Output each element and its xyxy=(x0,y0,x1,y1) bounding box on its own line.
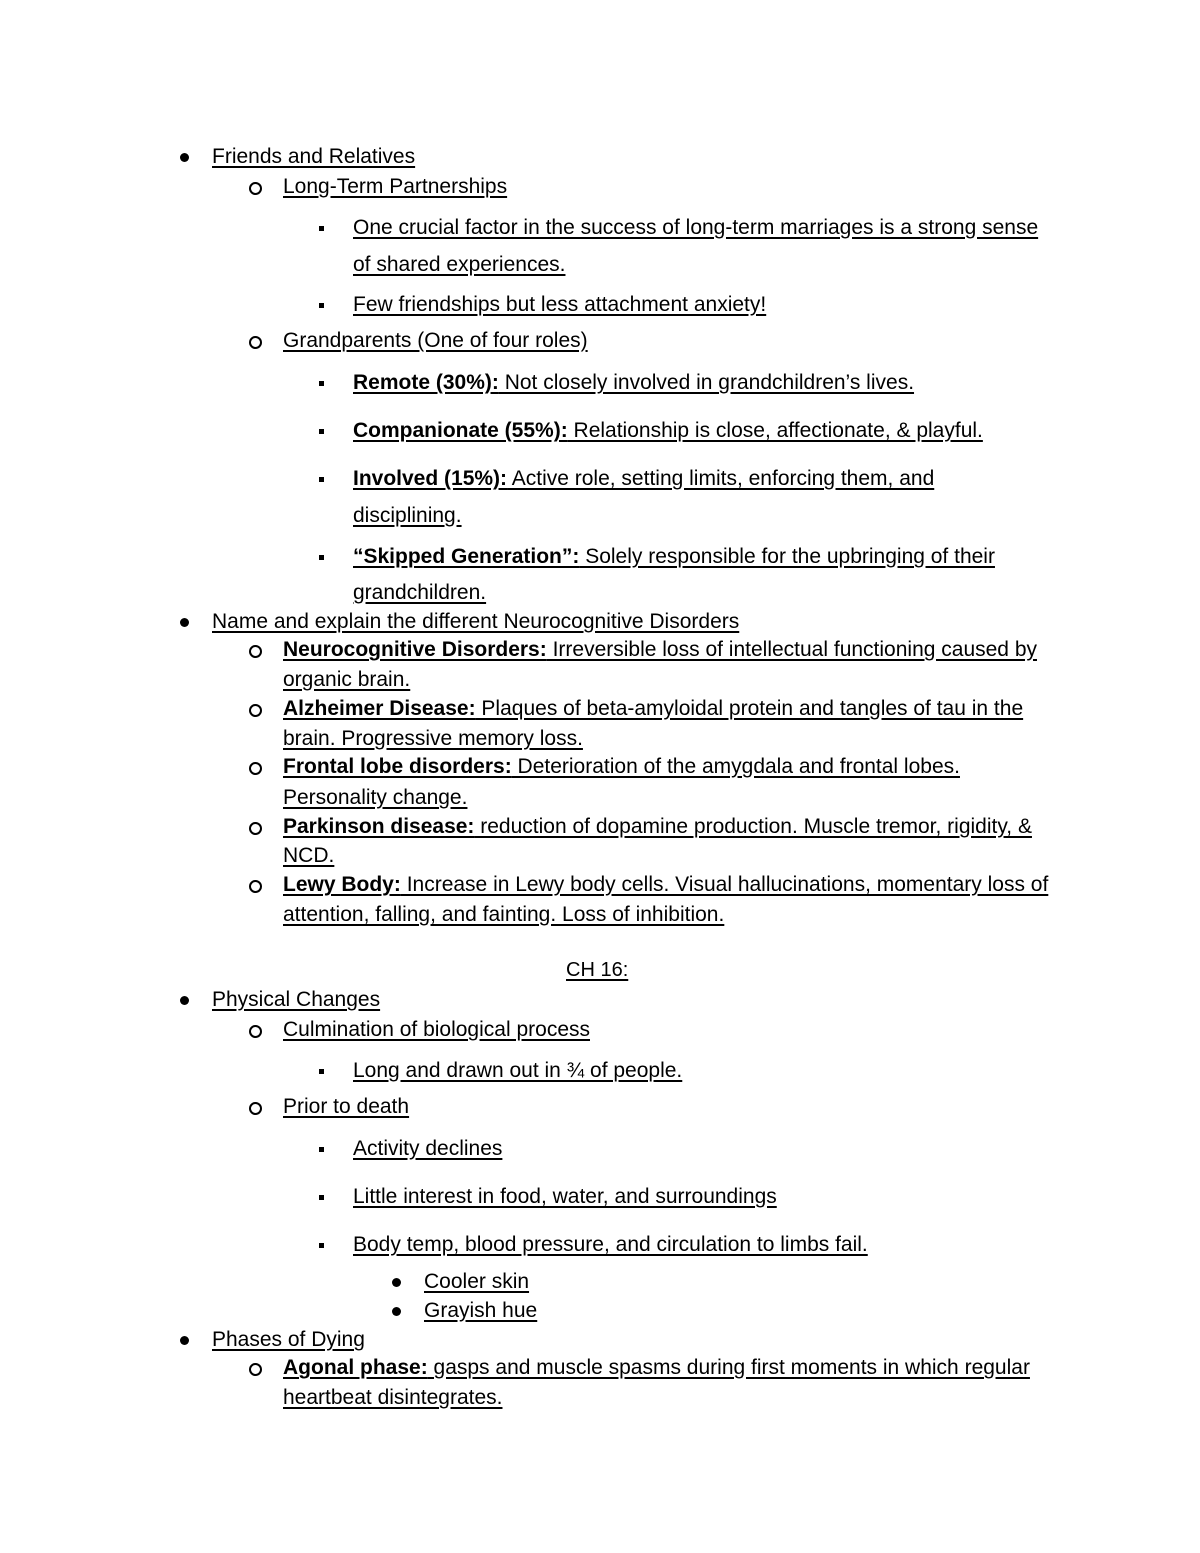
item-text: brain. Progressive memory loss. xyxy=(283,727,583,750)
item-text: Personality change. xyxy=(283,786,468,809)
term-label: Remote (30%): xyxy=(353,371,499,394)
chapter-heading: CH 16: xyxy=(566,959,629,981)
item-text: grandchildren. xyxy=(353,581,487,604)
item-text: Solely responsible for the upbringing of their xyxy=(579,545,995,568)
term-label: Neurocognitive Disorders: xyxy=(283,638,547,661)
hollow-circle-bullet-icon xyxy=(249,704,262,717)
item-text: Long and drawn out in ¾ of people. xyxy=(353,1059,683,1082)
filled-circle-bullet-icon xyxy=(180,618,189,627)
item-text: Grandparents (One of four roles) xyxy=(283,329,588,352)
item-text: Physical Changes xyxy=(212,988,381,1011)
item-text: Few friendships but less attachment anxiety! xyxy=(353,293,767,316)
hollow-circle-bullet-icon xyxy=(249,645,262,658)
list-item xyxy=(353,466,934,492)
list-item xyxy=(283,1355,1030,1381)
list-item xyxy=(283,902,724,928)
filled-circle-bullet-icon xyxy=(392,1307,401,1316)
item-text: Prior to death xyxy=(283,1095,410,1118)
list-item xyxy=(283,1385,502,1411)
list-item xyxy=(353,503,462,529)
hollow-circle-bullet-icon xyxy=(249,336,262,349)
item-text: Culmination of biological process xyxy=(283,1018,590,1041)
square-bullet-icon xyxy=(319,303,324,308)
list-item xyxy=(212,1327,365,1353)
item-text: Active role, setting limits, enforcing them, and xyxy=(507,467,935,490)
item-text: Plaques of beta-amyloidal protein and tangles of tau in the xyxy=(475,697,1024,720)
square-bullet-icon xyxy=(319,555,324,560)
list-item xyxy=(353,580,486,606)
square-bullet-icon xyxy=(319,381,324,386)
filled-circle-bullet-icon xyxy=(180,1336,189,1345)
square-bullet-icon xyxy=(319,1069,324,1074)
item-text: Friends and Relatives xyxy=(212,145,416,168)
item-text: disciplining. xyxy=(353,504,462,527)
list-item xyxy=(283,1094,409,1120)
term-label: Agonal phase: xyxy=(283,1356,428,1379)
item-text: gasps and muscle spasms during first moments in which regular xyxy=(427,1356,1030,1379)
item-text: One crucial factor in the success of long-term marriages is a strong sense xyxy=(353,216,1039,239)
item-text: organic brain. xyxy=(283,668,411,691)
item-text: Irreversible loss of intellectual functioning caused by xyxy=(546,638,1037,661)
item-text: Cooler skin xyxy=(424,1270,530,1293)
term-label: Parkinson disease: xyxy=(283,815,475,838)
term-label: Companionate (55%): xyxy=(353,419,568,442)
list-item xyxy=(283,754,960,780)
hollow-circle-bullet-icon xyxy=(249,822,262,835)
square-bullet-icon xyxy=(319,429,324,434)
square-bullet-icon xyxy=(319,1195,324,1200)
list-item xyxy=(424,1298,537,1324)
item-text: heartbeat disintegrates. xyxy=(283,1386,503,1409)
item-text: Body temp, blood pressure, and circulation to limbs fail. xyxy=(353,1233,868,1256)
term-label: Involved (15%): xyxy=(353,467,508,490)
item-text: Not closely involved in grandchildren’s lives. xyxy=(498,371,915,394)
item-text: attention, falling, and fainting. Loss of inhibition. xyxy=(283,903,725,926)
hollow-circle-bullet-icon xyxy=(249,1102,262,1115)
list-item xyxy=(212,987,380,1013)
list-item xyxy=(353,215,1038,241)
list-item xyxy=(353,370,914,396)
hollow-circle-bullet-icon xyxy=(249,880,262,893)
item-text: NCD. xyxy=(283,844,335,867)
square-bullet-icon xyxy=(319,226,324,231)
list-item xyxy=(353,418,983,444)
term-label: Frontal lobe disorders: xyxy=(283,755,512,778)
list-item xyxy=(283,667,410,693)
item-text: Activity declines xyxy=(353,1137,503,1160)
list-item xyxy=(353,1058,682,1084)
list-item xyxy=(353,252,565,278)
filled-circle-bullet-icon xyxy=(392,1278,401,1287)
hollow-circle-bullet-icon xyxy=(249,1363,262,1376)
list-item xyxy=(283,843,334,869)
list-item xyxy=(283,1017,590,1043)
hollow-circle-bullet-icon xyxy=(249,1025,262,1038)
list-item xyxy=(283,726,583,752)
list-item xyxy=(283,328,588,354)
list-item xyxy=(283,872,1048,898)
filled-circle-bullet-icon xyxy=(180,996,189,1005)
item-text: Little interest in food, water, and surroundings xyxy=(353,1185,777,1208)
item-text: Phases of Dying xyxy=(212,1328,365,1351)
list-item xyxy=(353,544,995,570)
square-bullet-icon xyxy=(319,1243,324,1248)
list-item xyxy=(353,1232,868,1258)
filled-circle-bullet-icon xyxy=(180,153,189,162)
list-item xyxy=(283,814,1032,840)
list-item xyxy=(353,1184,777,1210)
hollow-circle-bullet-icon xyxy=(249,182,262,195)
item-text: Increase in Lewy body cells. Visual hallucinations, momentary loss of xyxy=(400,873,1049,896)
list-item xyxy=(212,609,739,635)
square-bullet-icon xyxy=(319,477,324,482)
item-text: reduction of dopamine production. Muscle tremor, rigidity, & xyxy=(474,815,1032,838)
list-item xyxy=(353,1136,502,1162)
term-label: “Skipped Generation”: xyxy=(353,545,580,568)
item-text: Long-Term Partnerships xyxy=(283,175,508,198)
item-text: Name and explain the different Neurocognitive Disorders xyxy=(212,610,740,633)
list-item xyxy=(283,174,507,200)
term-label: Lewy Body: xyxy=(283,873,401,896)
item-text: Deterioration of the amygdala and frontal lobes. xyxy=(511,755,960,778)
item-text: Relationship is close, affectionate, & playful. xyxy=(567,419,983,442)
term-label: Alzheimer Disease: xyxy=(283,697,476,720)
list-item xyxy=(283,785,467,811)
item-text: Grayish hue xyxy=(424,1299,538,1322)
item-text: of shared experiences. xyxy=(353,253,566,276)
square-bullet-icon xyxy=(319,1147,324,1152)
list-item xyxy=(424,1269,529,1295)
list-item xyxy=(212,144,415,170)
hollow-circle-bullet-icon xyxy=(249,762,262,775)
list-item xyxy=(283,637,1037,663)
list-item xyxy=(283,696,1023,722)
list-item xyxy=(353,292,766,318)
